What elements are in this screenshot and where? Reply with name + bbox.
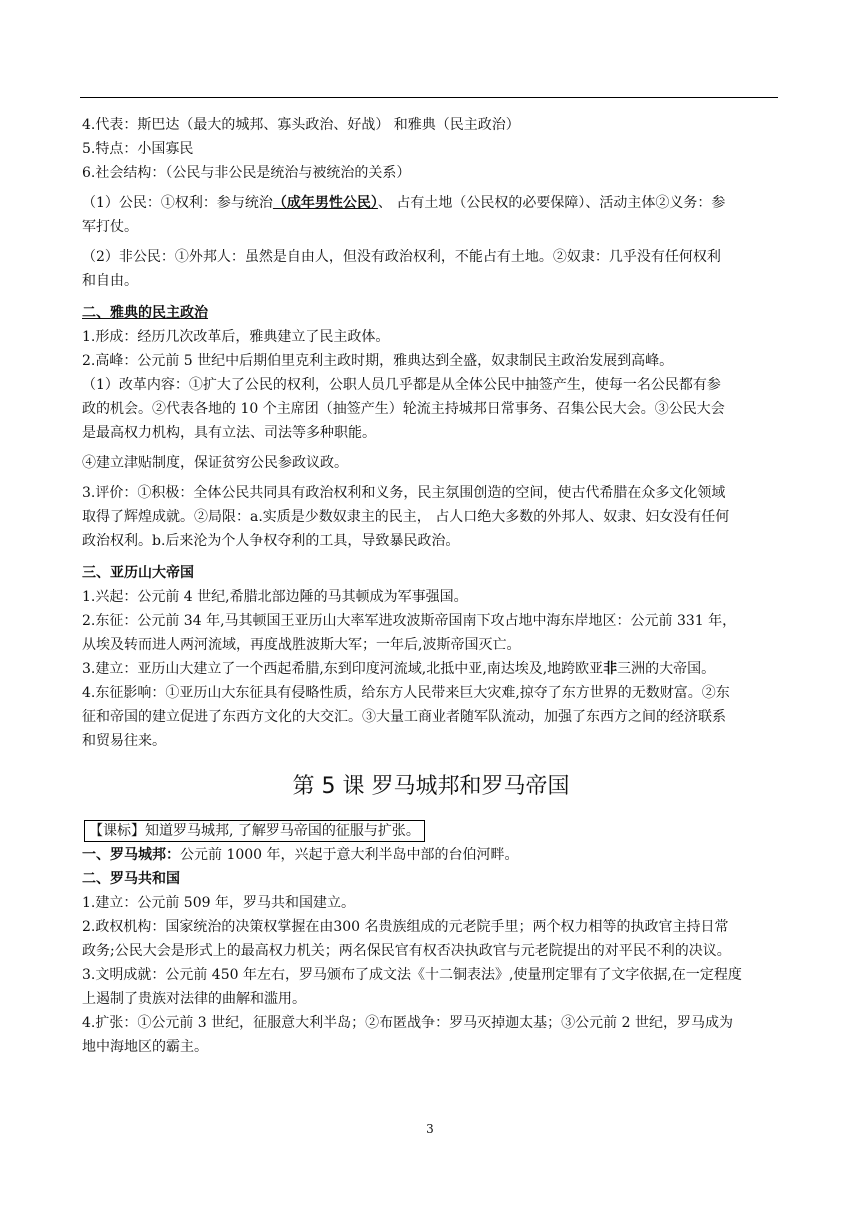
athens-allowance: ④建立津贴制度，保证贫穷公民参政议政。 (82, 455, 348, 471)
athens-reform-2: 政的机会。②代表各地的 10 个主席团（抽签产生）轮流主持城邦日常事务、召集公民大会。③公民大会 (82, 401, 725, 417)
rome-city-state-line (82, 843, 780, 867)
republic-expansion-1: 4.扩张：①公元前 3 世纪，征服意大利半岛；②布匿战争：罗马灭掉迦太基；③公元前 2 世纪，罗马成为 (82, 1015, 733, 1031)
alexander-campaign-2: 从埃及转而进人两河流域，再度战胜波斯大军；一年后,波斯帝国灭亡。 (82, 637, 521, 653)
alexander-impact-2: 征和帝国的建立促进了东西方文化的大交汇。③大量工商业者随军队流动，加强了东西方之间的经济联系 (82, 709, 726, 725)
lesson-title: 第 5 课 罗马城邦和罗马帝国 (292, 774, 570, 799)
sparta-athens-line: 4.代表：斯巴达（最大的城邦、寡头政治、好战） 和雅典（民主政治） (82, 117, 520, 133)
citizen-text-c: 、 占有土地（公民权的必要保障）、活动主体②义务：参 (377, 195, 726, 211)
republic-institutions-2: 政务;公民大会是形式上的最高权力机关；两名保民官有权否决执政官与元老院提出的对平民不利的决议。 (82, 943, 731, 959)
header-rule (80, 97, 778, 98)
alexander-impact-1: 4.东征影响：①亚历山大东征具有侵略性质，给东方人民带来巨大灾难,掠夺了东方世界的无数财富。②东 (82, 685, 730, 701)
features-line: 5.特点：小国寡民 (82, 141, 194, 157)
section-heading-athens-democracy: 二、雅典的民主政治 (82, 305, 208, 321)
section-heading-roman-republic: 二、罗马共和国 (82, 871, 180, 887)
citizen-line-2: 军打仗。 (82, 219, 138, 235)
republic-achievement-1: 3.文明成就：公元前 450 年左右，罗马颁布了成文法《十二铜表法》,使量刑定罪有了文字依据,在一定程度 (82, 967, 742, 983)
republic-achievement-2: 上遏制了贵族对法律的曲解和滥用。 (82, 991, 306, 1007)
page-body (82, 113, 780, 1059)
alexander-campaign-1: 2.东征：公元前 34 年,马其顿国王亚历山大率军进攻波斯帝国南下攻占地中海东岸地区：公元前 331 年， (82, 613, 737, 629)
curriculum-standard-box: 【课标】知道罗马城邦, 了解罗马帝国的征服与扩张。 (84, 820, 425, 842)
athens-formation: 1.形成：经历几次改革后，雅典建立了民主政体。 (82, 329, 390, 345)
alexander-rise: 1.兴起：公元前 4 世纪,希腊北部边陲的马其顿成为军事强国。 (82, 589, 468, 605)
social-structure-line: 6.社会结构：（公民与非公民是统治与被统治的关系） (82, 165, 411, 181)
athens-evaluation-3: 政治权利。b.后来沦为个人争权夺利的工具，导致暴民政治。 (82, 533, 460, 549)
alexander-impact-3: 和贸易往来。 (82, 733, 166, 749)
athens-evaluation-1: 3.评价：①积极：全体公民共同具有政治权利和义务，民主氛围创造的空间，使古代希腊在众多文化领域 (82, 485, 726, 501)
africa-char: 非 (603, 661, 618, 677)
alexander-establish-a: 3.建立：亚历山大建立了一个西起希腊,东到印度河流域,北抵中亚,南达埃及,地跨欧亚 (82, 661, 604, 677)
athens-peak: 2.高峰：公元前 5 世纪中后期伯里克利主政时期，雅典达到全盛，奴隶制民主政治发展到高峰。 (82, 353, 674, 369)
republic-establish: 1.建立：公元前 509 年，罗马共和国建立。 (82, 895, 355, 911)
section-heading-alexander-empire: 三、亚历山大帝国 (82, 565, 194, 581)
non-citizen-line-2: 和自由。 (82, 273, 138, 289)
rome-city-state-text: 公元前 1000 年，兴起于意大利半岛中部的台伯河畔。 (180, 847, 519, 863)
section-heading-roman-city-state: 一、罗马城邦： (82, 847, 180, 863)
athens-reform-3: 是最高权力机构，具有立法、司法等多种职能。 (82, 425, 376, 441)
citizen-text-a: （1）公民：①权利：参与统治 (82, 195, 273, 211)
athens-evaluation-2: 取得了辉煌成就。②局限：a.实质是少数奴隶主的民主， 占人口绝大多数的外邦人、奴隶、妇女没有任何 (82, 509, 730, 525)
republic-institutions-1: 2.政权机构：国家统治的决策权掌握在由300 名贵族组成的元老院手里；两个权力相等的执政官主持日常 (82, 919, 729, 935)
adult-male-citizen-emphasis: （成年男性公民） (272, 195, 378, 211)
standard-line (82, 819, 780, 843)
republic-expansion-2: 地中海地区的霸主。 (82, 1039, 208, 1055)
page-number: 3 (426, 1122, 434, 1136)
citizen-line (82, 191, 780, 215)
non-citizen-line: （2）非公民：①外邦人：虽然是自由人，但没有政治权利，不能占有土地。②奴隶：几乎没有任何权利 (82, 249, 721, 265)
alexander-establish (82, 657, 780, 681)
athens-reform-1: （1）改革内容：①扩大了公民的权利，公职人员几乎都是从全体公民中抽签产生，使每一名公民都有参 (82, 377, 721, 393)
alexander-establish-c: 三洲的大帝国。 (617, 661, 716, 677)
